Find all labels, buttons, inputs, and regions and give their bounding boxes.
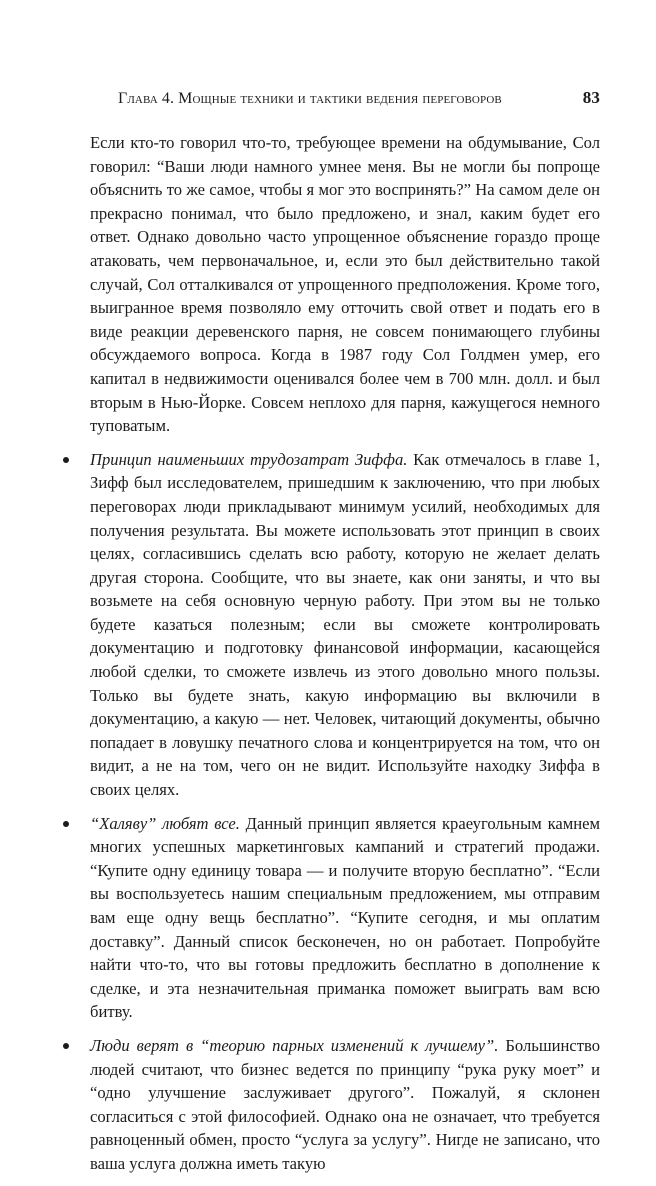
bullet-term: “Халяву” любят все. xyxy=(90,813,240,833)
page-number: 83 xyxy=(582,88,600,107)
list-item xyxy=(90,1034,600,1176)
list-item xyxy=(90,812,600,1024)
running-header xyxy=(118,88,600,108)
list-item xyxy=(90,448,600,802)
bullet-icon xyxy=(63,821,69,827)
bullet-term: Принцип наименьших трудозатрат Зиффа. xyxy=(90,449,408,469)
page-body xyxy=(90,131,600,1186)
bullet-text: Большинство людей считают, что бизнес ведется по принципу “рука руку моет” и “одно улучшение заслуживает другого”. Пожалуй, я склонен согласиться с этой философией. Однако она не означает, что требуется равноценный обмен, просто “услуга за услугу”. Нигде не записано, что ваша услуга должна иметь такую xyxy=(90,1035,600,1173)
chapter-title: Глава 4. Мощные техники и тактики ведения переговоров xyxy=(118,90,502,107)
bullet-term: Люди верят в “теорию парных изменений к лучшему”. xyxy=(90,1035,499,1055)
bullet-text: Данный принцип является краеугольным камнем многих успешных маркетинговых кампаний и стратегий продажи. “Купите одну единицу товара — и получите вторую бесплатно”. “Если вы воспользуетесь нашим специальным предложением, мы отправим вам еще одну вещь бесплатно”. “Купите сегодня, и мы оплатим доставку”. Данный список бесконечен, но он работает. Попробуйте найти что-то, что вы готовы предложить бесплатно в дополнение к сделке, и эта незначительная приманка поможет выиграть вам всю битву. xyxy=(90,813,600,1022)
bullet-icon xyxy=(63,1043,69,1049)
bullet-list xyxy=(90,448,600,1176)
bullet-text: Как отмечалось в главе 1, Зифф был исследователем, пришедшим к заключению, что при любых переговорах люди прикладывают минимум усилий, необходимых для получения результата. Вы можете использовать этот принцип в своих целях, согласившись сделать всю работу, которую не желает делать другая сторона. Сообщите, что вы знаете, как они заняты, и что вы возьмете на себя основную черную работу. При этом вы не только будете казаться полезным; если вы сможете контролировать документацию и подготовку финансовой информации, касающейся любой сделки, то сможете извлечь из этого довольно много пользы. Только вы будете знать, какую информацию вы включили в документацию, а какую — нет. Человек, читающий документы, обычно попадает в ловушку печатного слова и концентрируется на том, что он видит, а не на том, чего он не видит. Используйте находку Зиффа в своих целях. xyxy=(90,449,600,800)
lead-paragraph: Если кто-то говорил что-то, требующее времени на обдумывание, Сол говорил: “Ваши люди намного умнее меня. Вы не могли бы попроще объяснить то же самое, чтобы я мог это воспринять?” На самом деле он прекрасно понимал, что было предложено, и знал, каким будет его ответ. Однако довольно часто упрощенное объяснение гораздо проще атаковать, чем первоначальное, и, если это был действительно такой случай, Сол отталкивался от упрощенного предположения. Кроме того, выигранное время позволяло ему отточить свой ответ и подать его в виде реакции деревенского парня, не совсем понимающего глубины обсуждаемого вопроса. Когда в 1987 году Сол Голдмен умер, его капитал в недвижимости оценивался более чем в 700 млн. долл. и был вторым в Нью-Йорке. Совсем неплохо для парня, кажущегося немного туповатым. xyxy=(90,133,600,436)
bullet-icon xyxy=(63,457,69,463)
